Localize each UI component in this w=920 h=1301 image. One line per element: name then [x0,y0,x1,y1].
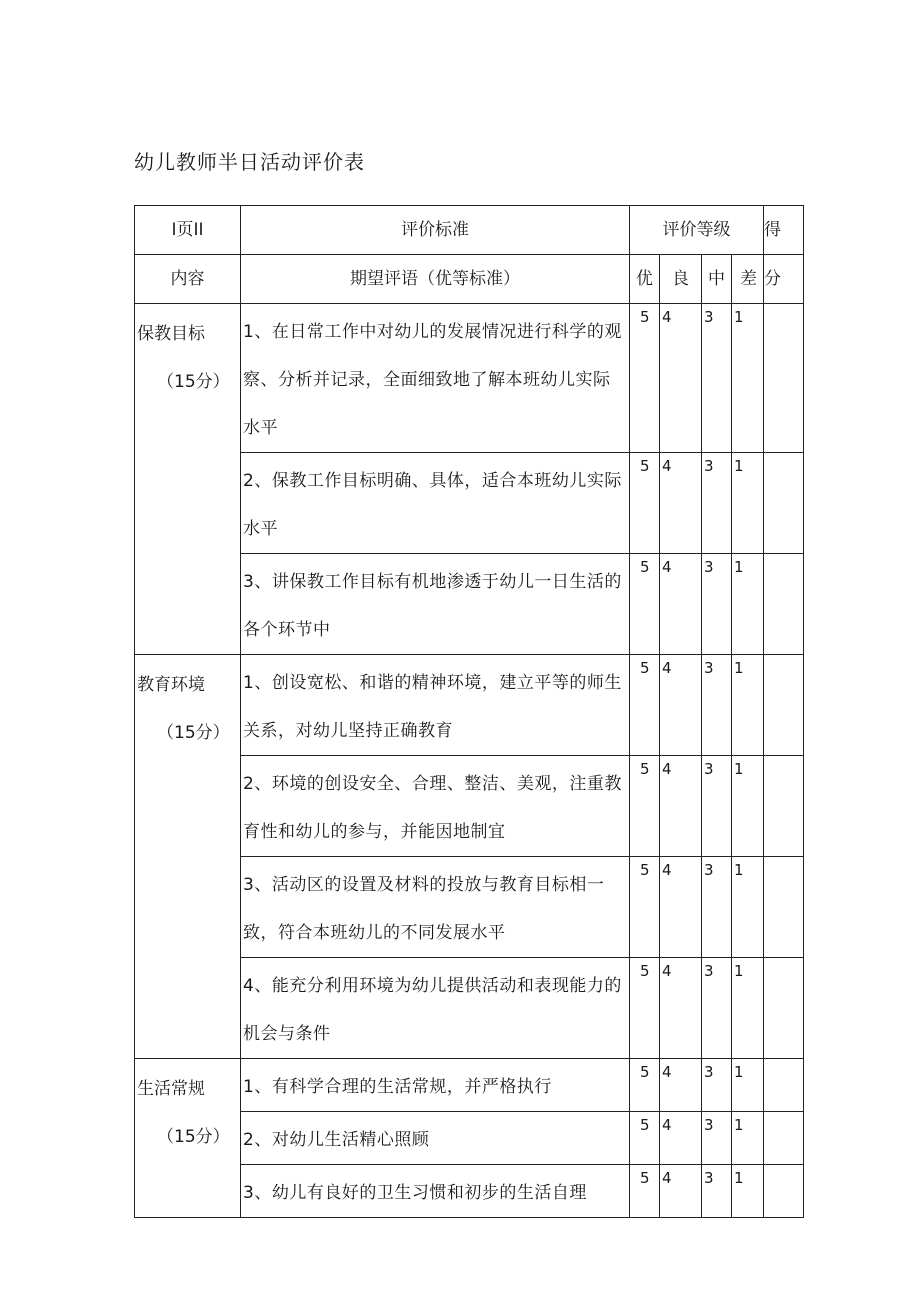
score-good: 4 [660,554,702,655]
criteria-text: 3、活动区的设置及材料的投放与教育目标相一致，符合本班幼儿的不同发展水平 [243,875,605,943]
score-good: 4 [660,655,702,756]
evaluation-table [134,205,804,1218]
score-good: 4 [660,1059,702,1112]
score-input-cell[interactable] [764,554,804,655]
criteria-text: 1、在日常工作中对幼儿的发展情况进行科学的观察、分析并记录，全面细致地了解本班幼儿实际水平 [243,322,622,438]
score-average: 3 [702,958,732,1059]
criteria-text-cell [241,857,630,958]
criteria-text-cell [241,304,630,453]
score-input-cell[interactable] [764,1059,804,1112]
criteria-row [135,1059,804,1112]
header-content: 内容 [135,255,241,304]
score-good: 4 [660,1165,702,1218]
category-points: （15分） [157,1127,230,1147]
criteria-text-cell [241,1165,630,1218]
criteria-text: 4、能充分利用环境为幼儿提供活动和表现能力的机会与条件 [243,976,622,1044]
score-input-cell[interactable] [764,655,804,756]
score-poor: 1 [732,857,764,958]
score-good: 4 [660,958,702,1059]
score-input-cell[interactable] [764,857,804,958]
score-average: 3 [702,304,732,453]
criteria-text: 1、有科学合理的生活常规，并严格执行 [243,1077,552,1097]
score-average: 3 [702,453,732,554]
category-name: 生活常规 [137,1079,205,1099]
score-excellent: 5 [630,304,660,453]
score-poor: 1 [732,655,764,756]
header-col1-top: I页II [135,206,241,255]
criteria-text: 3、幼儿有良好的卫生习惯和初步的生活自理 [243,1183,587,1203]
category-name: 保教目标 [137,324,205,344]
score-excellent: 5 [630,958,660,1059]
score-input-cell[interactable] [764,453,804,554]
score-average: 3 [702,1059,732,1112]
score-average: 3 [702,756,732,857]
score-good: 4 [660,1112,702,1165]
criteria-text-cell [241,756,630,857]
score-poor: 1 [732,1165,764,1218]
criteria-text-cell [241,453,630,554]
score-poor: 1 [732,756,764,857]
grade-label-average: 中 [702,255,732,304]
grade-label-good: 良 [660,255,702,304]
category-cell [135,1059,241,1218]
score-average: 3 [702,554,732,655]
score-average: 3 [702,655,732,756]
score-input-cell[interactable] [764,756,804,857]
score-good: 4 [660,453,702,554]
criteria-text: 1、创设宽松、和谐的精神环境，建立平等的师生关系，对幼儿坚持正确教育 [243,673,622,741]
header-criteria: 评价标准 [241,206,630,255]
criteria-text-cell [241,1059,630,1112]
category-cell [135,304,241,655]
score-poor: 1 [732,1059,764,1112]
score-excellent: 5 [630,554,660,655]
criteria-row [135,655,804,756]
score-poor: 1 [732,453,764,554]
score-poor: 1 [732,304,764,453]
score-poor: 1 [732,554,764,655]
score-input-cell[interactable] [764,304,804,453]
header-score-bottom: 分 [764,255,804,304]
score-average: 3 [702,1112,732,1165]
score-excellent: 5 [630,655,660,756]
score-good: 4 [660,304,702,453]
criteria-text: 3、讲保教工作目标有机地渗透于幼儿一日生活的各个环节中 [243,572,622,640]
score-input-cell[interactable] [764,1112,804,1165]
header-grade: 评价等级 [630,206,764,255]
criteria-text-cell [241,655,630,756]
criteria-row [135,304,804,453]
criteria-text-cell [241,1112,630,1165]
category-points: （15分） [157,372,230,392]
score-excellent: 5 [630,1059,660,1112]
criteria-text-cell [241,958,630,1059]
grade-label-poor: 差 [732,255,764,304]
score-excellent: 5 [630,756,660,857]
score-good: 4 [660,756,702,857]
criteria-text: 2、对幼儿生活精心照顾 [243,1130,430,1150]
grade-label-excellent: 优 [630,255,660,304]
score-input-cell[interactable] [764,958,804,1059]
criteria-text: 2、环境的创设安全、合理、整洁、美观，注重教育性和幼儿的参与，并能因地制宜 [243,774,622,842]
score-excellent: 5 [630,453,660,554]
score-average: 3 [702,857,732,958]
criteria-text: 2、保教工作目标明确、具体，适合本班幼儿实际水平 [243,471,622,539]
header-expected-comment: 期望评语（优等标准） [241,255,630,304]
score-average: 3 [702,1165,732,1218]
score-poor: 1 [732,958,764,1059]
header-score-top: 得 [764,206,804,255]
category-cell [135,655,241,1059]
header-row-bottom [135,255,804,304]
score-good: 4 [660,857,702,958]
category-points: （15分） [157,723,230,743]
criteria-text-cell [241,554,630,655]
header-row-top [135,206,804,255]
score-excellent: 5 [630,1112,660,1165]
score-excellent: 5 [630,1165,660,1218]
score-input-cell[interactable] [764,1165,804,1218]
category-name: 教育环境 [137,675,205,695]
score-excellent: 5 [630,857,660,958]
page-title: 幼儿教师半日活动评价表 [134,150,365,174]
score-poor: 1 [732,1112,764,1165]
